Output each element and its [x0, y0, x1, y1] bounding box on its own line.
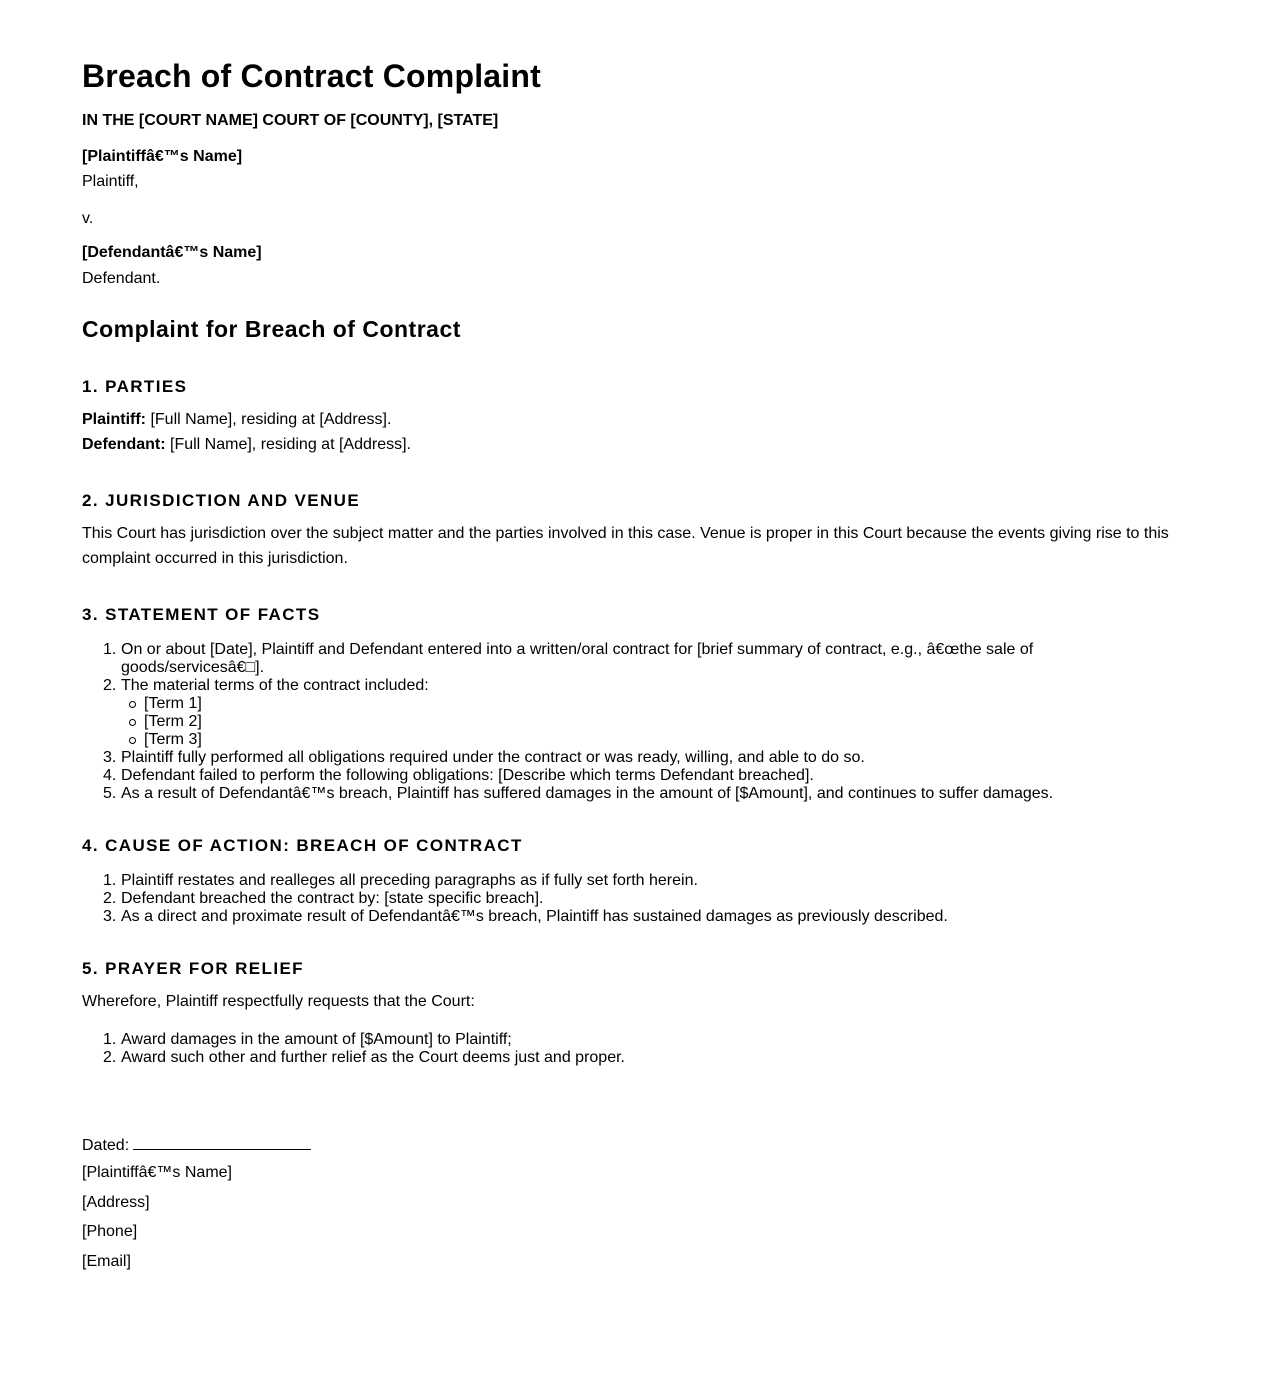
- circle-bullet-icon: [129, 701, 136, 708]
- terms-list: [121, 695, 1062, 749]
- facts-item: [82, 641, 1062, 677]
- list-number: 2.: [103, 890, 117, 907]
- parties-defendant: [82, 436, 411, 454]
- section-heading-facts: 3. STATEMENT OF FACTS: [82, 605, 321, 624]
- versus-label: v.: [82, 210, 94, 227]
- jurisdiction-text-line1: This Court has jurisdiction over the subject matter and the parties involved in this case. Venue is proper in this Court because the events giving rise to this: [82, 525, 1169, 542]
- term-item: [82, 731, 1062, 749]
- defendant-name: [Defendantâ€™s Name]: [82, 244, 262, 261]
- list-number: 1.: [103, 872, 117, 889]
- term-text: [Term 3]: [144, 731, 202, 748]
- cause-item-text: As a direct and proximate result of Defendantâ€™s breach, Plaintiff has sustained damages as previously described.: [121, 908, 948, 925]
- cause-list: [82, 872, 1062, 926]
- relief-item-text: Award such other and further relief as the Court deems just and proper.: [121, 1049, 625, 1066]
- term-item: [82, 695, 1062, 713]
- circle-bullet-icon: [129, 737, 136, 744]
- plaintiff-label: Plaintiff,: [82, 173, 139, 190]
- signature-name: [Plaintiffâ€™s Name]: [82, 1164, 232, 1181]
- section-heading-cause: 4. CAUSE OF ACTION: BREACH OF CONTRACT: [82, 836, 523, 855]
- relief-item: [82, 1031, 1062, 1049]
- list-number: 2.: [103, 1049, 117, 1066]
- section-heading-parties: 1. PARTIES: [82, 377, 188, 396]
- signature-email: [Email]: [82, 1253, 131, 1270]
- cause-item-text: Plaintiff restates and realleges all preceding paragraphs as if fully set forth herein.: [121, 872, 698, 889]
- parties-defendant-text: [Full Name], residing at [Address].: [165, 436, 411, 453]
- term-text: [Term 2]: [144, 713, 202, 730]
- cause-item: [82, 890, 1062, 908]
- facts-item-text: Plaintiff fully performed all obligations required under the contract or was ready, willing, and able to do so.: [121, 749, 865, 766]
- jurisdiction-text-line2: complaint occurred in this jurisdiction.: [82, 550, 348, 567]
- dated-label: Dated:: [82, 1137, 130, 1154]
- relief-intro: Wherefore, Plaintiff respectfully requests that the Court:: [82, 993, 475, 1010]
- document-title: Breach of Contract Complaint: [82, 58, 541, 94]
- court-line: IN THE [COURT NAME] COURT OF [COUNTY], [STATE]: [82, 112, 499, 129]
- facts-item: [82, 767, 1062, 785]
- signature-phone: [Phone]: [82, 1223, 138, 1240]
- date-blank-line: [133, 1135, 311, 1150]
- facts-item-text: As a result of Defendantâ€™s breach, Plaintiff has suffered damages in the amount of [$Amount], and continues to suffer damages.: [121, 785, 1054, 802]
- facts-item-text: Defendant failed to perform the following obligations: [Describe which terms Defendant breached].: [121, 767, 814, 784]
- list-number: 1.: [103, 1031, 117, 1048]
- cause-item: [82, 908, 1062, 926]
- circle-bullet-icon: [129, 719, 136, 726]
- relief-list: [82, 1031, 1062, 1067]
- term-item: [82, 713, 1062, 731]
- list-number: 3.: [103, 908, 117, 925]
- list-number: 3.: [103, 749, 117, 766]
- parties-plaintiff-text: [Full Name], residing at [Address].: [146, 411, 392, 428]
- plaintiff-name: [Plaintiffâ€™s Name]: [82, 148, 243, 165]
- facts-item: [82, 785, 1062, 803]
- section-heading-jurisdiction: 2. JURISDICTION AND VENUE: [82, 491, 361, 510]
- list-number: 2.: [103, 677, 117, 694]
- parties-defendant-label: Defendant:: [82, 436, 166, 453]
- complaint-subtitle: Complaint for Breach of Contract: [82, 316, 461, 342]
- term-text: [Term 1]: [144, 695, 202, 712]
- defendant-label: Defendant.: [82, 270, 161, 287]
- facts-list: [82, 641, 1062, 803]
- section-heading-relief: 5. PRAYER FOR RELIEF: [82, 959, 304, 978]
- facts-item: [82, 749, 1062, 767]
- facts-item-text-cont: goods/servicesâ€□].: [121, 659, 265, 676]
- facts-item-text: On or about [Date], Plaintiff and Defendant entered into a written/oral contract for [brief summary of contract, e.g., â€œthe sale of: [121, 641, 1034, 658]
- facts-item: [82, 677, 1062, 749]
- list-number: 5.: [103, 785, 117, 802]
- relief-item-text: Award damages in the amount of [$Amount] to Plaintiff;: [121, 1031, 512, 1048]
- parties-plaintiff-label: Plaintiff:: [82, 411, 146, 428]
- cause-item: [82, 872, 1062, 890]
- relief-item: [82, 1049, 1062, 1067]
- parties-plaintiff: [82, 411, 391, 429]
- dated-line: [82, 1135, 311, 1155]
- list-number: 4.: [103, 767, 117, 784]
- facts-item-text: The material terms of the contract included:: [121, 677, 429, 694]
- list-number: 1.: [103, 641, 117, 658]
- signature-address: [Address]: [82, 1194, 150, 1211]
- cause-item-text: Defendant breached the contract by: [state specific breach].: [121, 890, 544, 907]
